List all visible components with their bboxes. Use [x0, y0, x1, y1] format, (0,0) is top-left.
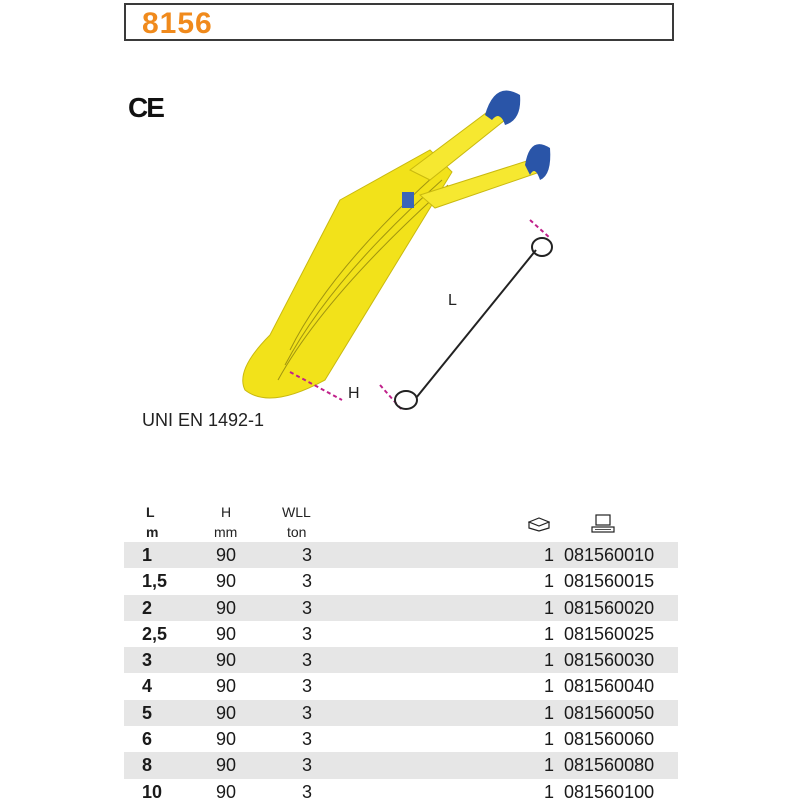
product-code: 8156	[142, 7, 213, 40]
cell-h: 90	[216, 729, 237, 750]
standard-label: UNI EN 1492-1	[142, 410, 265, 430]
header-wll-unit: ton	[287, 524, 307, 540]
table-row	[124, 673, 678, 699]
header-l-unit: m	[146, 524, 159, 540]
table-row	[124, 568, 678, 594]
cell-wll: 3	[302, 781, 313, 802]
cell-h: 90	[216, 545, 237, 565]
cell-qty: 1	[544, 597, 555, 618]
cell-qty: 1	[544, 571, 555, 592]
cell-wll: 3	[302, 729, 313, 750]
cell-code: 081560010	[564, 545, 655, 565]
cell-wll: 3	[302, 650, 313, 671]
header-h-unit: mm	[214, 524, 238, 540]
table-row	[124, 779, 678, 805]
cell-h: 90	[216, 755, 237, 776]
cell-h: 90	[216, 676, 237, 697]
cell-code: 081560040	[564, 676, 655, 697]
header-wll: WLL	[282, 504, 311, 520]
cell-h: 90	[216, 623, 237, 644]
cell-l: 4	[142, 676, 153, 697]
cell-l: 5	[142, 702, 153, 723]
cell-code: 081560060	[564, 729, 655, 750]
cell-qty: 1	[544, 729, 555, 750]
cell-qty: 1	[544, 545, 555, 565]
table-row	[124, 700, 678, 726]
cell-qty: 1	[544, 755, 555, 776]
cell-code: 081560025	[564, 623, 655, 644]
cell-code: 081560015	[564, 571, 655, 592]
cell-qty: 1	[544, 623, 555, 644]
cell-wll: 3	[302, 702, 313, 723]
cell-wll: 3	[302, 676, 313, 697]
cell-h: 90	[216, 597, 237, 618]
table-row	[124, 726, 678, 752]
cell-h: 90	[216, 781, 237, 802]
computer-icon	[590, 514, 616, 534]
cell-l: 2,5	[142, 623, 168, 644]
cell-wll: 3	[302, 597, 313, 618]
cell-wll: 3	[302, 623, 313, 644]
cell-wll: 3	[302, 571, 313, 592]
table-row	[124, 621, 678, 647]
cell-qty: 1	[544, 676, 555, 697]
table-header	[124, 500, 678, 542]
product-code-box	[124, 3, 674, 41]
cell-code: 081560100	[564, 781, 655, 802]
cell-h: 90	[216, 571, 237, 592]
product-table	[124, 500, 678, 805]
cell-wll: 3	[302, 545, 313, 565]
table-row	[124, 542, 678, 568]
table-row	[124, 595, 678, 621]
table-row	[124, 752, 678, 778]
cell-qty: 1	[544, 650, 555, 671]
cell-l: 10	[142, 781, 163, 802]
ce-mark: CE	[128, 92, 163, 123]
cell-wll: 3	[302, 755, 313, 776]
header-h: H	[221, 504, 232, 520]
cell-l: 8	[142, 755, 153, 776]
package-icon	[528, 516, 550, 532]
cell-code: 081560030	[564, 650, 655, 671]
cell-code: 081560050	[564, 702, 655, 723]
cell-code: 081560080	[564, 755, 655, 776]
cell-l: 1,5	[142, 571, 168, 592]
cell-code: 081560020	[564, 597, 655, 618]
header-l: L	[146, 504, 155, 520]
cell-qty: 1	[544, 781, 555, 802]
cell-h: 90	[216, 650, 237, 671]
dimension-l-label: L	[448, 292, 457, 309]
cell-qty: 1	[544, 702, 555, 723]
cell-l: 6	[142, 729, 153, 750]
dimension-h-label: H	[348, 385, 360, 402]
sling-illustration	[230, 80, 570, 420]
cell-l: 2	[142, 597, 153, 618]
cell-l: 1	[142, 545, 153, 565]
table-row	[124, 647, 678, 673]
cell-h: 90	[216, 702, 237, 723]
cell-l: 3	[142, 650, 153, 671]
